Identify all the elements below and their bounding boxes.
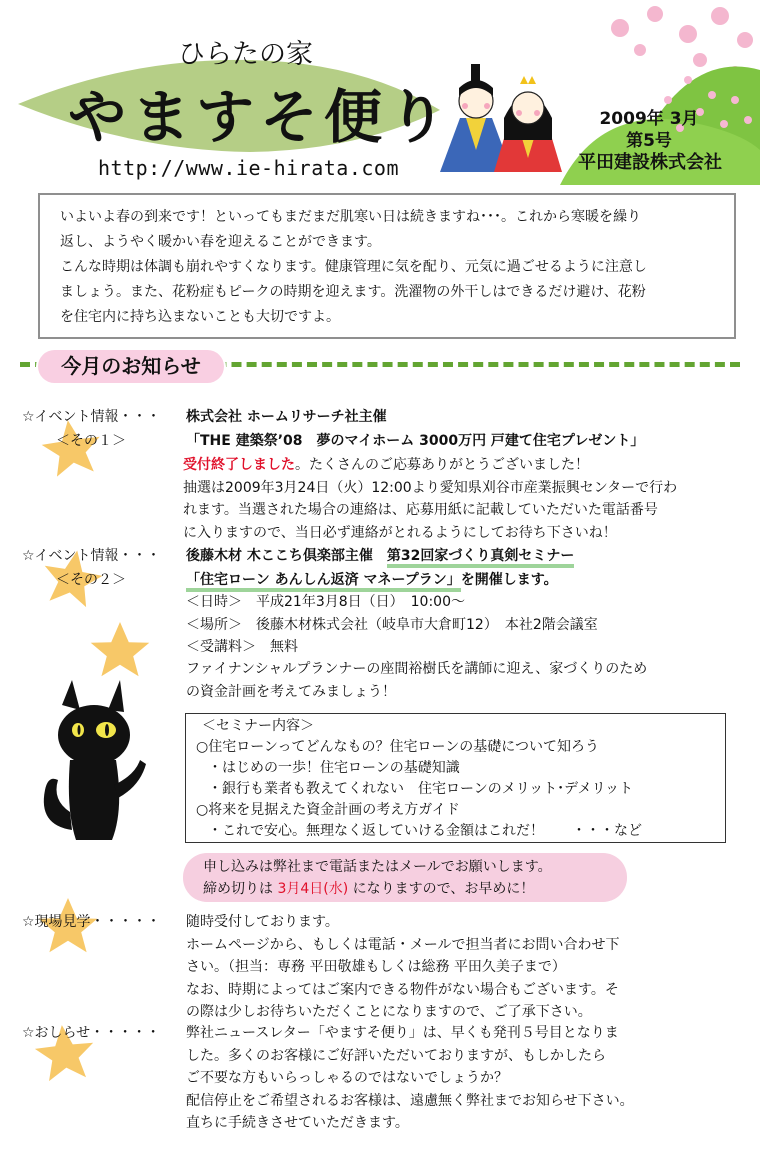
event2-date: ＜日時＞ 平成21年3月8日（日） 10:00～ [186, 594, 465, 610]
visit-line: なお、時期によってはご案内できる物件がない場合もございます。そ [186, 981, 619, 998]
visit-label: ☆現場見学・・・・・ [22, 914, 161, 930]
seminar-contents-box [185, 713, 726, 843]
website-url[interactable]: http://www.ie-hirata.com [98, 156, 399, 180]
news-line: 弊社ニュースレター「やますそ便り」は、早くも発刊５号目となりま [186, 1025, 619, 1041]
visit-line: 随時受付しております。 [186, 914, 339, 930]
event1-line: れます。当選された場合の連絡は、応募用紙に記載していただいた電話番号 [183, 502, 658, 518]
star-icon [91, 622, 150, 676]
contents-subitem: ・はじめの一歩！住宅ローンの基礎知識 [208, 760, 460, 776]
newsletter-subtitle: ひらたの家 [178, 39, 313, 70]
event1-closed: 受付終了しました [183, 457, 295, 473]
event2-organizer: 後藤木材 木ここち倶楽部主催 [186, 548, 387, 564]
newsletter-title: やますそ便り [68, 83, 453, 151]
company-name: 平田建設株式会社 [578, 152, 722, 173]
deadline-post: になりますので、お早めに！ [348, 881, 535, 897]
event2-sub: ＜その２＞ [56, 572, 126, 588]
news-line: 配信停止をご希望されるお客様は、遠慮無く弊社までお知らせ下さい。 [186, 1092, 634, 1109]
black-cat-icon [44, 680, 146, 840]
deadline-pre: 締め切りは [203, 881, 278, 897]
intro-line: ましょう。また、花粉症もピークの時期を迎えます。洗濯物の外干しはできるだけ避け、花粉 [60, 284, 646, 300]
event1-title: 「THE 建築祭’08 夢のマイホーム 3000万円 戸建て住宅プレゼント」 [186, 433, 645, 449]
event1-line: に入りますので、当日必ず連絡がとれるようにしてお待ち下さいね！ [183, 524, 617, 541]
contents-subitem: ・これで安心。無理なく返していける金額はこれだ！ ・・・など [208, 823, 642, 839]
news-line: した。多くのお客様にご好評いただいておりますが、もしかしたら [186, 1047, 606, 1064]
visit-line: の際は少しお待ちいただくことになりますので、ご了承下さい。 [186, 1004, 592, 1020]
event2-held: を開催します。 [460, 571, 558, 588]
contents-heading: ＜セミナー内容＞ [202, 718, 314, 734]
event1-label: ☆イベント情報・・・ [22, 409, 161, 425]
event2-fee: ＜受講料＞ 無料 [186, 639, 298, 655]
event2-header [186, 545, 574, 591]
visit-body [186, 911, 619, 1024]
event2-seminar-title: 第32回家づくり真剣セミナー [387, 548, 574, 568]
news-line: ご不要な方もいらっしゃるのではないでしょうか？ [186, 1070, 508, 1086]
issue-number: 第5号 [626, 131, 672, 151]
event2-desc-line: の資金計画を考えてみましょう！ [186, 683, 396, 700]
intro-line: を住宅内に持ち込まないことも大切ですよ。 [60, 309, 340, 325]
event1-organizer: 株式会社 ホームリサーチ社主催 [186, 409, 387, 425]
intro-line: いよいよ春の到来です！といってもまだまだ肌寒い日は続きますね･･･。これから寒暖を繰り [60, 209, 641, 225]
intro-box [38, 193, 736, 339]
intro-line: こんな時期は体調も崩れやすくなります。健康管理に気を配り、元気に過ごせるように注意し [60, 259, 647, 275]
apply-text: 申し込みは弊社まで電話またはメールでお願いします。 [203, 859, 552, 875]
news-body [186, 1022, 634, 1135]
event2-desc-line: ファイナンシャルプランナーの座間裕樹氏を講師に迎え、家づくりのため [186, 661, 648, 677]
event1-sub: ＜その１＞ [56, 433, 126, 449]
hina-doll-female [494, 76, 562, 172]
issue-date: 2009年 3月 [599, 109, 699, 129]
news-label: ☆おしらせ・・・・・ [22, 1025, 161, 1041]
news-line: 直ちに手続きさせていただきます。 [186, 1115, 409, 1131]
section-heading: 今月のお知らせ [38, 350, 224, 383]
contents-item: ○将来を見据えた資金計画の考え方ガイド [196, 802, 460, 818]
deadline-date: 3月4日(水) [277, 881, 349, 897]
event2-details [186, 591, 598, 659]
contents-subitem: ・銀行も業者も教えてくれない 住宅ローンのメリット･デメリット [208, 781, 634, 797]
event2-label: ☆イベント情報・・・ [22, 548, 161, 564]
intro-line: 返し、ようやく暖かい春を迎えることができます。 [60, 234, 381, 250]
contents-item: ○住宅ローンってどんなもの？住宅ローンの基礎について知ろう [196, 739, 599, 755]
event2-place: ＜場所＞ 後藤木材株式会社（岐阜市大倉町12） 本社2階会議室 [186, 616, 598, 633]
visit-line: ホームページから、もしくは電話・メールで担当者にお問い合わせ下 [186, 936, 620, 953]
application-notice [183, 853, 627, 902]
event1-body [183, 454, 677, 544]
event1-thanks: 。たくさんのご応募ありがとうございました！ [295, 457, 589, 473]
event2-desc [186, 658, 647, 703]
event2-plan-title: 「住宅ローン あんしん返済 マネープラン」 [186, 572, 461, 592]
event1-line: 抽選は2009年3月24日（火）12:00より愛知県刈谷市産業振興センターで行わ [183, 479, 678, 496]
visit-line: さい。（担当：専務 平田敬雄もしくは総務 平田久美子まで） [186, 959, 566, 975]
